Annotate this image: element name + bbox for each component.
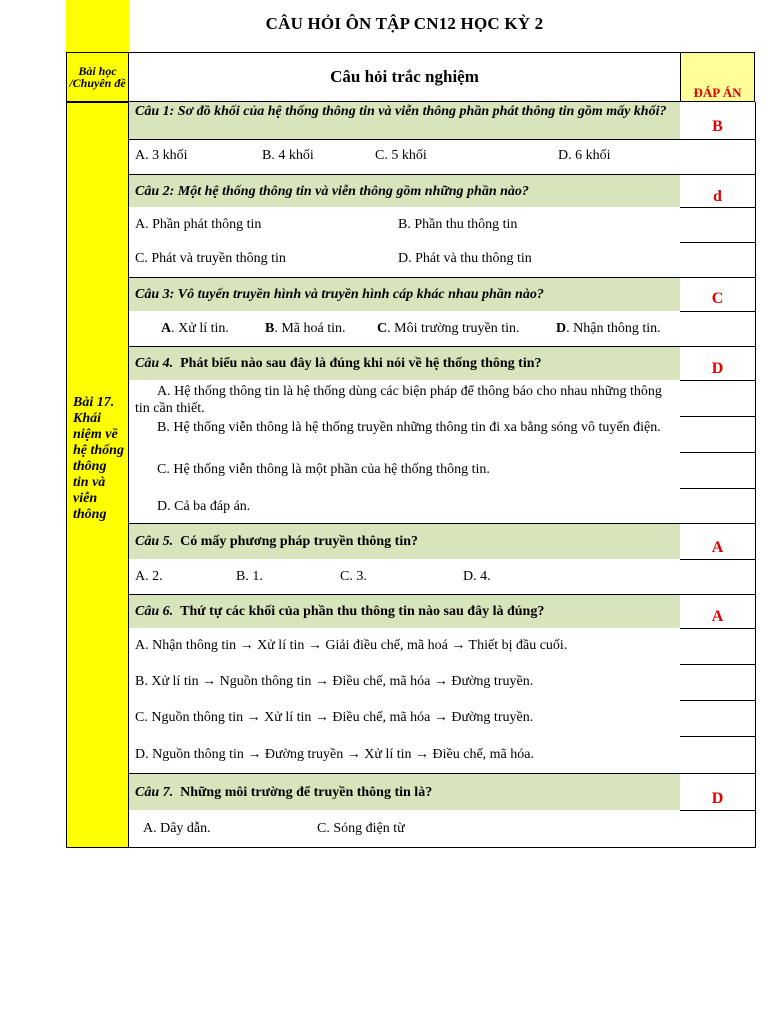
answer-cell: [680, 311, 755, 346]
option: C. Môi trường truyền tin.: [377, 321, 520, 336]
answer-5: A: [711, 539, 724, 556]
question-4-option-d: D. Cả ba đáp án.: [157, 499, 251, 514]
option: C. Sóng điện từ: [317, 821, 405, 836]
left-column-top: [66, 0, 129, 52]
answer-column-border: [755, 102, 756, 848]
answer-6: A: [711, 608, 724, 625]
question-6-option-d: D. Nguồn thông tin → Đường truyền → Xử lí tin → Điều chế, mã hóa.: [135, 747, 534, 762]
question-3-options: [129, 311, 680, 346]
option: D. 6 khối: [558, 148, 611, 163]
option: B. Mã hoá tin.: [265, 321, 346, 336]
question-6-option-c: C. Nguồn thông tin → Xử lí tin → Điều chế, mã hóa → Đường truyền.: [135, 710, 534, 725]
option: B. Phần thu thông tin: [398, 217, 518, 232]
answer-2: d: [713, 188, 722, 205]
header-question: Câu hỏi trắc nghiệm: [129, 52, 680, 102]
option: A. 3 khối: [135, 148, 188, 163]
question-6: Câu 6. Thứ tự các khối của phần thu thông tin nào sau đây là đúng?: [129, 594, 680, 628]
answer-cell: [680, 277, 755, 278]
option: C. Phát và truyền thông tin: [135, 251, 286, 266]
answer-cell: [680, 773, 755, 774]
option: A. Phần phát thông tin: [135, 217, 262, 232]
answer-7: D: [711, 790, 724, 807]
option: A. Xử lí tin.: [161, 321, 229, 336]
option: C. 3.: [340, 569, 367, 584]
option: D. Nhận thông tin.: [556, 321, 661, 336]
question-7-options: [129, 810, 680, 848]
answer-cell: [680, 810, 755, 848]
question-2-options-row-1: [129, 207, 680, 242]
question-1: Câu 1: Sơ đồ khối của hệ thống thông tin và viễn thông phần phát thông tin gồm mấy khối?: [129, 102, 680, 139]
answer-cell: [680, 488, 755, 523]
question-2: Câu 2: Một hệ thống thông tin và viễn thông gồm những phần nào?: [129, 174, 680, 207]
answer-3: C: [711, 290, 724, 307]
page-title: CÂU HỎI ÔN TẬP CN12 HỌC KỲ 2: [265, 14, 544, 33]
answer-cell: [680, 346, 755, 347]
header-lesson: Bài học /Chuyên đề: [66, 52, 129, 102]
option: B. 4 khối: [262, 148, 314, 163]
option: D. Phát và thu thông tin: [398, 251, 532, 266]
option: A. 2.: [135, 569, 163, 584]
question-7: Câu 7. Những môi trường để truyền thông tin là?: [129, 773, 680, 810]
question-5-options: [129, 559, 680, 594]
question-4-option-c: C. Hệ thống viễn thông là một phần của hệ thống thông tin.: [157, 462, 490, 477]
question-6-option-b: B. Xử lí tin → Nguồn thông tin → Điều chế, mã hóa → Đường truyền.: [135, 674, 534, 689]
answer-4: D: [711, 360, 724, 377]
answer-cell: [680, 242, 755, 277]
option: C. 5 khối: [375, 148, 427, 163]
answer-cell: [680, 452, 755, 488]
header-answer: ĐÁP ÁN: [680, 52, 755, 102]
answer-cell: [680, 594, 755, 595]
answer-cell: [680, 628, 755, 664]
option: D. 4.: [463, 569, 491, 584]
answer-1: B: [712, 118, 723, 135]
question-2-options-row-2: [129, 242, 680, 277]
answer-cell: [680, 416, 755, 452]
answer-cell: [680, 700, 755, 736]
answer-cell: [680, 139, 755, 174]
question-3: Câu 3: Vô tuyến truyền hình và truyền hình cáp khác nhau phần nào?: [129, 277, 680, 311]
option: B. 1.: [236, 569, 263, 584]
answer-cell: [680, 559, 755, 594]
lesson-name: Bài 17. Khái niệm về hệ thống thông tin và viễn thông: [66, 102, 129, 848]
answer-cell: [680, 736, 755, 773]
question-5: Câu 5. Có mấy phương pháp truyền thông tin?: [129, 523, 680, 559]
question-4-option-a: A. Hệ thống thông tin là hệ thống dùng các biện pháp để thông báo cho nhau những thông tin cần thiết.: [135, 384, 662, 416]
answer-cell: [680, 174, 755, 175]
answer-cell: [680, 664, 755, 700]
answer-cell: [680, 207, 755, 242]
option: A. Dây dẫn.: [143, 821, 211, 836]
answer-cell: [680, 380, 755, 416]
question-4-option-b: B. Hệ thống viễn thông là hệ thống truyền những thông tin đi xa bằng sóng vô tuyến điện.: [157, 420, 661, 435]
question-1-options: [129, 139, 680, 174]
question-4: Câu 4. Phát biểu nào sau đây là đúng khi nói về hệ thống thông tin?: [129, 346, 680, 380]
question-6-option-a: A. Nhận thông tin → Xử lí tin → Giải điều chế, mã hoá → Thiết bị đầu cuối.: [135, 638, 568, 653]
answer-cell: [680, 523, 755, 524]
